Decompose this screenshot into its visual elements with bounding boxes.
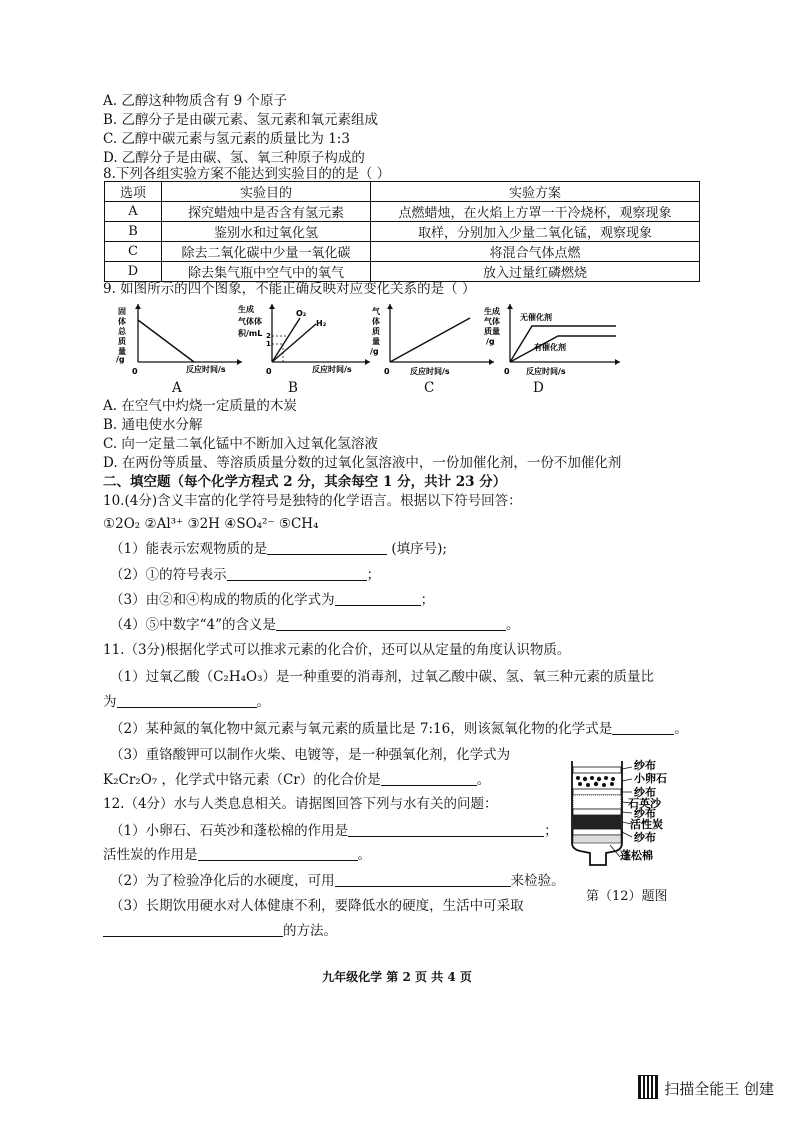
q12-part-3-answer <box>103 922 337 940</box>
label-gauze-3: 纱布 <box>634 807 656 820</box>
graph-c-ylabel-2: 体 <box>372 317 380 326</box>
graph-d-label-1: 无催化剂 <box>520 313 552 322</box>
graph-d-xlabel: 反应时间/s <box>526 367 566 376</box>
q10-p3-suffix: ； <box>420 592 435 608</box>
q10-p3-text: （3）由②和④构成的物质的化学式为 <box>110 592 335 608</box>
graph-d-ylabel-2: 气体 <box>484 317 500 326</box>
q12-stem: 12.（4分）水与人类息息相关。请据图回答下列与水有关的问题： <box>103 796 498 812</box>
q11-p2-text: （2）某种氮的氧化物中氮元素与氧元素的质量比是 7:16，则该氮氧化物的化学式是 <box>110 721 613 737</box>
q11-part-3: （3）重铬酸钾可以制作火柴、电镀等，是一种强氧化剂，化学式为 <box>110 747 511 763</box>
label-cotton: 蓬松棉 <box>620 849 653 862</box>
q9-option-d: D. 在两份等质量、等溶质质量分数的过氧化氢溶液中，一份加催化剂，一份不加催化剂 <box>103 455 622 471</box>
graph-d-ylabel-1: 生成 <box>484 307 500 316</box>
q11-part-1-answer <box>103 693 270 711</box>
graph-d-label-2: 有催化剂 <box>534 343 566 352</box>
header-plan: 实验方案 <box>371 182 700 202</box>
graph-d-ylabel-3: 质量 <box>484 327 500 336</box>
cell: 放入过量红磷燃烧 <box>371 262 700 282</box>
q11-p2-suffix: 。 <box>674 721 688 737</box>
graph-b <box>236 300 376 380</box>
q10-part-2 <box>110 566 380 584</box>
header-option: 选项 <box>105 182 162 202</box>
label-quartz-sand: 石英沙 <box>628 797 661 810</box>
cell: 除去二氧化碳中少量一氧化碳 <box>162 242 371 262</box>
cell: D <box>105 262 162 282</box>
graph-d-letter: D <box>533 380 544 396</box>
graph-c-xlabel: 反应时间/s <box>410 367 450 376</box>
q12-part-3: （3）长期饮用硬水对人体健康不利，要降低水的硬度，生活中可采取 <box>110 898 524 914</box>
graph-c-origin: 0 <box>384 367 390 376</box>
q9-option-c: C. 向一定量二氧化锰中不断加入过氧化氢溶液 <box>103 436 378 452</box>
label-gauze-2: 纱布 <box>634 786 656 799</box>
q11-p3-text: K₂Cr₂O₇ ，化学式中铬元素（Cr）的化合价是 <box>103 772 381 788</box>
section-heading: 二、填空题（每个化学方程式 2 分，其余每空 1 分，共计 23 分） <box>103 474 507 490</box>
answer-blank[interactable] <box>335 591 421 606</box>
cell: C <box>105 242 162 262</box>
q10-p2-suffix: ； <box>366 567 381 583</box>
q7-option-c: C. 乙醇中碳元素与氢元素的质量比为 1:3 <box>103 131 350 147</box>
q12-p1-suffix: ； <box>544 823 558 839</box>
graph-b-origin: 0 <box>266 367 272 376</box>
q10-p4-text: （4）⑤中数字“4”的含义是 <box>110 617 276 633</box>
graph-d-ylabel-4: /g <box>486 337 495 346</box>
q11-p3-suffix: 。 <box>476 772 491 788</box>
qr-code-icon <box>638 1075 658 1099</box>
graph-c-letter: C <box>424 380 435 396</box>
graph-a-origin: 0 <box>132 367 138 376</box>
q10-p1-suffix: (填序号); <box>387 541 447 557</box>
table-row <box>105 242 700 262</box>
watermark-text: 扫描全能王 创建 <box>664 1080 774 1098</box>
table-header-row <box>105 182 700 202</box>
table-row <box>105 222 700 242</box>
answer-blank[interactable] <box>276 616 506 631</box>
figure-caption: 第（12）题图 <box>586 889 668 904</box>
answer-blank[interactable] <box>612 720 674 735</box>
answer-blank[interactable] <box>117 693 257 708</box>
q12-p3-suffix: 的方法。 <box>283 923 337 939</box>
graph-a-ylabel-5: 量 <box>118 347 126 356</box>
q7-option-d: D. 乙醇分子是由碳、氢、氧三种原子构成的 <box>103 150 365 166</box>
cell: 取样，分别加入少量二氧化锰，观察现象 <box>371 222 700 242</box>
q12-p1c-text: 活性炭的作用是 <box>103 847 198 863</box>
water-filter-diagram <box>560 755 690 875</box>
graph-a-letter: A <box>172 380 182 396</box>
label-activated-carbon: 活性炭 <box>630 818 663 831</box>
q10-symbols: ①2O₂ ②Al³⁺ ③2H ④SO₄²⁻ ⑤CH₄ <box>103 516 319 532</box>
q7-option-a: A. 乙醇这种物质含有 9 个原子 <box>103 93 288 109</box>
q9-stem: 9. 如图所示的四个图象，不能正确反映对应变化关系的是（ ） <box>103 281 476 297</box>
q11-p1-prefix: 为 <box>103 694 117 710</box>
cell: 探究蜡烛中是否含有氢元素 <box>162 202 371 222</box>
graph-a-ylabel-1: 固 <box>118 307 126 316</box>
graph-d-origin: 0 <box>504 367 510 376</box>
header-purpose: 实验目的 <box>162 182 371 202</box>
graph-a-line <box>138 320 194 362</box>
q8-table <box>104 181 700 282</box>
graph-b-ylabel-1: 生成 <box>238 305 254 314</box>
q10-p4-suffix: 。 <box>505 617 520 633</box>
q11-part-1: （1）过氧乙酸（C₂H₄O₃）是一种重要的消毒剂，过氧乙酸中碳、氢、氧三种元素的质量比 <box>110 669 654 685</box>
q9-option-a: A. 在空气中灼烧一定质量的木炭 <box>103 398 297 414</box>
cell: 鉴别水和过氧化氢 <box>162 222 371 242</box>
answer-blank[interactable] <box>198 846 358 861</box>
graph-a-xlabel: 反应时间/s <box>186 365 226 374</box>
table-row <box>105 262 700 282</box>
q7-option-b: B. 乙醇分子是由碳元素、氢元素和氧元素组成 <box>103 112 379 128</box>
q9-option-b: B. 通电使水分解 <box>103 417 203 433</box>
graph-b-letter: B <box>288 380 298 396</box>
graph-b-o2-line <box>272 318 300 362</box>
graph-c-ylabel-1: 气 <box>372 307 380 316</box>
graph-a-ylabel-3: 总 <box>118 327 126 336</box>
q10-part-3 <box>110 591 434 609</box>
table-row <box>105 202 700 222</box>
q10-p2-text: （2）①的符号表示 <box>110 567 227 583</box>
cell: 点燃蜡烛，在火焰上方罩一干冷烧杯，观察现象 <box>371 202 700 222</box>
graph-b-h2-label: H₂ <box>316 319 327 328</box>
q12-p1-text: （1）小卵石、石英沙和蓬松棉的作用是 <box>110 823 349 839</box>
answer-blank[interactable] <box>103 922 283 937</box>
label-gauze-1: 纱布 <box>634 759 656 772</box>
answer-blank[interactable] <box>335 872 511 887</box>
q10-p1-text: （1）能表示宏观物质的是 <box>110 541 268 557</box>
q12-part-2 <box>110 872 565 890</box>
page-footer: 九年级化学 第 2 页 共 4 页 <box>322 970 472 984</box>
cell: 除去集气瓶中空气中的氧气 <box>162 262 371 282</box>
graph-b-o2-label: O₂ <box>296 309 307 318</box>
answer-blank[interactable] <box>267 540 387 555</box>
graph-c-ylabel-4: 量 <box>372 337 380 346</box>
q12-p2-text: （2）为了检验净化后的水硬度，可用 <box>110 873 335 889</box>
q12-part-1b <box>103 846 371 864</box>
scanner-watermark <box>638 1075 774 1099</box>
q10-stem: 10.(4分)含义丰富的化学符号是独特的化学语言。根据以下符号回答： <box>103 493 522 509</box>
graph-c-ylabel-3: 质 <box>372 327 380 336</box>
answer-blank[interactable] <box>227 566 367 581</box>
q12-p1d-suffix: 。 <box>357 847 371 863</box>
graph-d <box>482 300 632 380</box>
q11-p1-suffix: 。 <box>256 694 270 710</box>
graph-b-ylabel-2: 气体体 <box>238 317 262 326</box>
label-pebble: 小卵石 <box>634 772 667 785</box>
graph-b-tick-2: 2 <box>266 332 271 340</box>
q10-part-1 <box>110 540 447 558</box>
graph-a <box>112 300 252 380</box>
graph-c-line <box>390 318 470 362</box>
q12-p2-suffix: 来检验。 <box>510 873 565 889</box>
cell: 将混合气体点燃 <box>371 242 700 262</box>
graph-b-h2-line <box>272 324 316 362</box>
q10-part-4 <box>110 616 519 634</box>
graph-b-tick-1: 1 <box>266 340 271 348</box>
graph-c-ylabel-5: /g <box>370 347 379 356</box>
answer-blank[interactable] <box>348 822 544 837</box>
q11-part-3-answer <box>103 771 490 789</box>
cell: B <box>105 222 162 242</box>
q11-part-2 <box>110 720 688 738</box>
label-gauze-4: 纱布 <box>634 831 656 844</box>
graph-b-ylabel-3: 积/mL <box>238 329 263 338</box>
graph-b-xlabel: 反应时间/s <box>312 365 352 374</box>
q8-stem: 8.下列各组实验方案不能达到实验目的的是（ ） <box>103 166 391 182</box>
graph-a-ylabel-6: /g <box>116 355 125 364</box>
graph-a-ylabel-2: 体 <box>118 317 126 326</box>
graph-a-ylabel-4: 质 <box>118 337 126 346</box>
answer-blank[interactable] <box>381 771 477 786</box>
cell: A <box>105 202 162 222</box>
q11-stem: 11.（3分)根据化学式可以推求元素的化合价，还可以从定量的角度认识物质。 <box>103 642 571 658</box>
q12-part-1 <box>110 822 558 840</box>
